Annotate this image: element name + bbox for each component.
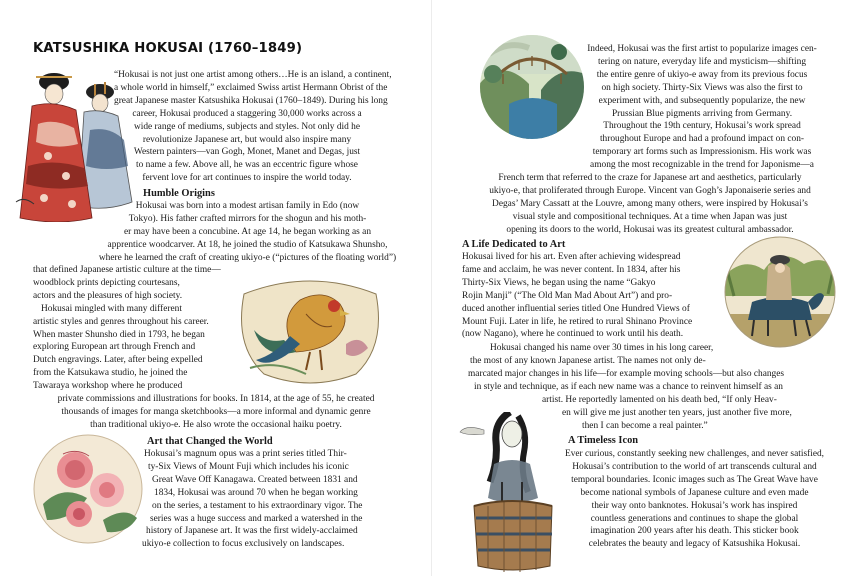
right-page <box>432 0 864 576</box>
timeless-icon-paragraph: Ever curious, constantly seeking new challenges, and never satisfied, Hokusai’s contribution to the world of art transcends cultural and temporal boundaries. Iconic images such as The Great Wave have become national symbols of Japanese culture and even made their way onto banknotes. Hokusai’s work has inspired countless generations and continues to shape the global imagination 200 years after his death. This sticker book celebrates the beauty and legacy of Katsushika Hokusai. <box>564 449 825 550</box>
heading-humble-origins: Humble Origins <box>143 188 215 199</box>
heading-life-dedicated: A Life Dedicated to Art <box>462 239 566 250</box>
humble-origins-paragraph-2: that defined Japanese artistic culture at the time— woodblock prints depicting courtesans, actors and the pleasures of high society. Hokusai mingled with many different artistic styles and genres throughout his career. When master Shunsho died in 1793, he began exploring European art through French and Dutch engravings. Later, after being expelled from the Katsukawa studio, he joined the Tawaraya workshop where he produced <box>33 265 221 392</box>
humble-origins-paragraph-1: Hokusai was born into a modest artisan family in Edo (now Tokyo). His father crafted mirrors for the shogun and his moth- er may have been a concubine. At age 14, he began working as an apprentice woodcarver. At 18, he joined the studio of Katsukawa Shunsho, where he learned the craft of creating ukiyo-e (“pictures of the floating world”) <box>98 201 397 263</box>
heading-timeless-icon: A Timeless Icon <box>568 435 639 446</box>
life-paragraph-1: Hokusai lived for his art. Even after achieving widespread fame and acclaim, he was never content. In 1834, after his Thirty-Six Views, he began using the name “Gakyo Rojin Manji” (“The Old Man Mad About Art”) and pro- duced another influential series titled One Hundred Views of Mount Fuji. Later in life, he retired to rural Shinano Province (now Nagano), where he continued to work until his death. <box>462 252 693 340</box>
heading-art-changed-world: Art that Changed the World <box>147 436 273 447</box>
peony-illustration <box>33 434 143 544</box>
intro-paragraph: “Hokusai is not just one artist among others…He is an island, a continent, a whole world in himself,” exclaimed Swiss artist Hermann Obrist of the great Japanese master Katsushika Hokusai (1760–1849). During his long career, Hokusai produced a staggering 30,000 works across a wide range of mediums, subjects and styles. Not only did he revolutionize Japanese art, but would also inspire many Western painters—van Gogh, Monet, Manet and Degas, just to name a few. Above all, he was an eccentric figure whose fervent love for art continues to inspire the world today. <box>114 70 392 184</box>
humble-origins-paragraph-3: private commissions and illustrations for books. In 1814, at the age of 55, he created thousands of images for manga sketchbooks—a more informal and dynamic genre than traditional ukiyo-e. He also wrote the occasional haiku poetry. <box>57 394 375 430</box>
japonisme-paragraph: French term that referred to the craze for Japanese art and aesthetics, particularly ukiyo-e, that proliferated through Europe. Vincent van Gogh’s Japonaiserie series and Degas’ Mary Cassatt at the Louvre, among many others, were inspired by Hokusai’s visual style and compositional techniques. At a time when Japan was just opening its doors to the world, Hokusai was its greatest cultural ambassador. <box>489 173 811 235</box>
life-paragraph-3: artist. He reportedly lamented on his death bed, “If only Heav- en will give me just another ten years, just another five more, then I can become a real painter.” <box>542 395 792 431</box>
rider-horse-illustration <box>724 236 836 348</box>
rooster-fan-illustration <box>236 274 384 386</box>
life-paragraph-2: Hokusai changed his name over 30 times in his long career, the most of any known Japanese artist. The names not only de- marcated major changes in his life—for example moving schools—but also changes in style and technique, as if each new name was a chance to reinvent himself as an <box>468 343 785 392</box>
art-paragraph: Hokusai’s magnum opus was a print series titled Thir- ty-Six Views of Mount Fuji which includes his iconic Great Wave Off Kanagawa. Created between 1831 and 1834, Hokusai was around 70 when he began working on the series, a testament to his extraordinary vigor. The series was a huge success and marked a watershed in the history of Japanese art. It was the first widely-acclaimed ukiyo-e collection to focus exclusively on landscapes. <box>142 449 363 550</box>
page-title: KATSUSHIKA HOKUSAI (1760–1849) <box>33 41 303 56</box>
impact-paragraph: Indeed, Hokusai was the first artist to popularize images cen- tering on nature, everyday life and mysticism—shifting the entire genre of ukiyo-e away from its previous focus on high society. Thirty-Six Views was also the first to experiment with, and subsequently popularize, the new Prussian Blue pigments arriving from Germany. Throughout the 19th century, Hokusai’s work spread throughout Europe and had a profound impact on con- temporary art forms such as Impressionism. His work was among the most recognizable in the trend for Japonisme—a <box>587 44 817 171</box>
